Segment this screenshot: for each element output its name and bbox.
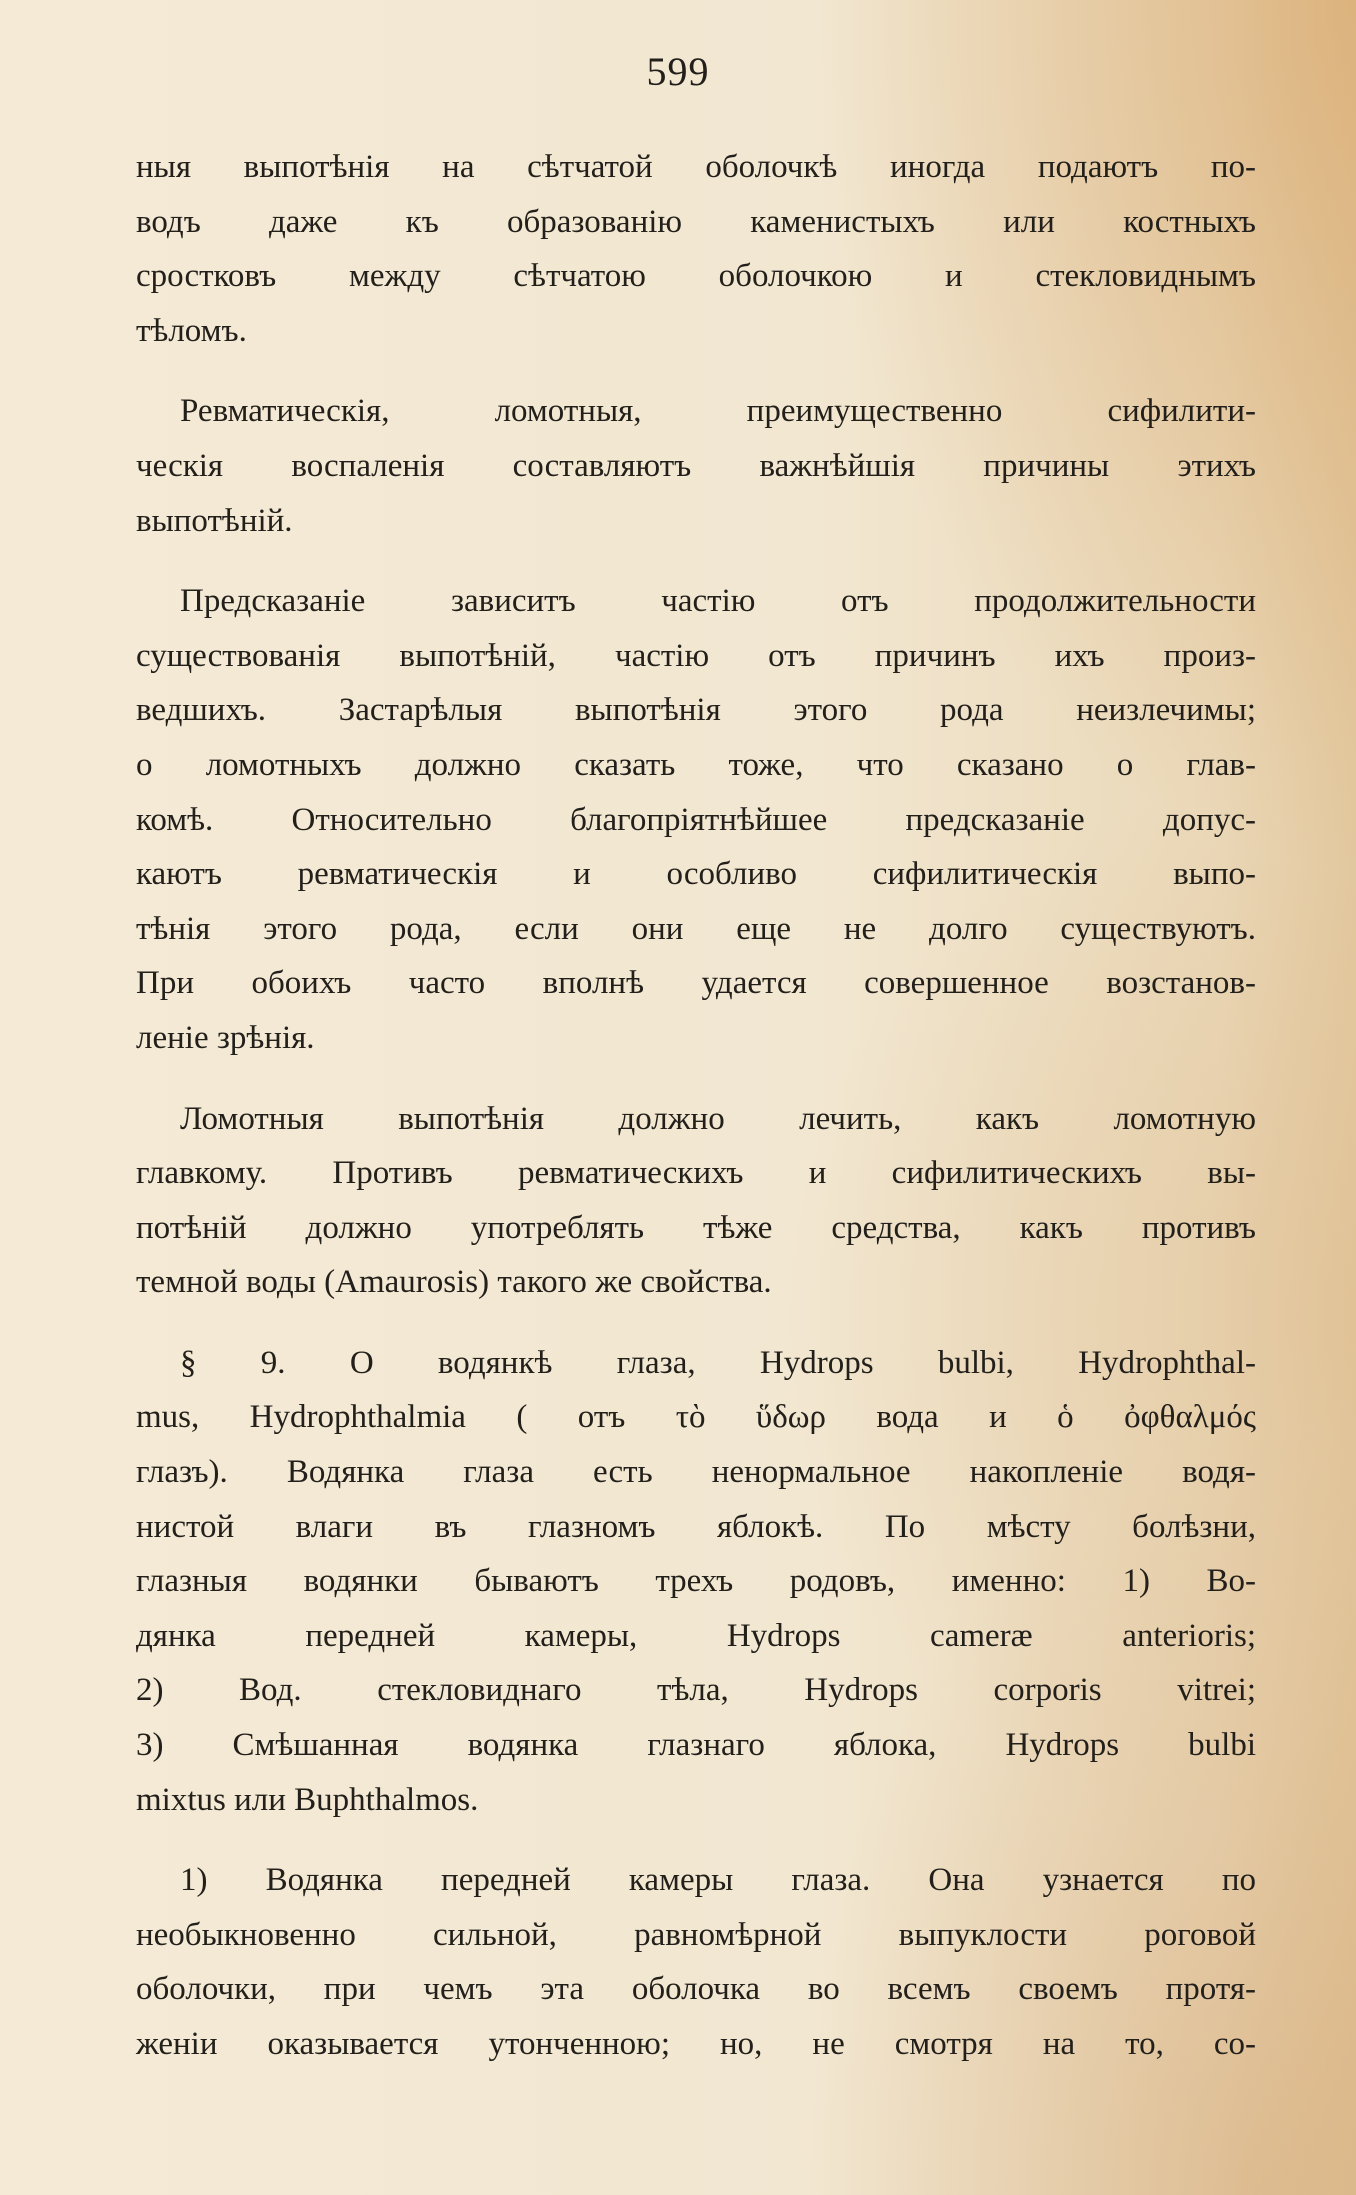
text-line: выпотѣній. xyxy=(136,502,293,539)
page-number: 599 xyxy=(646,49,710,94)
paragraph-1 xyxy=(136,140,1256,358)
text-line: нистой влаги въ глазномъ яблокѣ. По мѣсту болѣзни, xyxy=(136,1508,1256,1545)
text-line: Ревматическія, ломотныя, преимущественно сифилити- xyxy=(180,393,1256,430)
text-line: необыкновенно сильной, равномѣрной выпуклости роговой xyxy=(136,1916,1256,1953)
text-line: женіи оказывается утонченною; но, не смотря на то, со- xyxy=(136,2026,1256,2062)
text-line: Предсказаніе зависитъ частію отъ продолжительности xyxy=(180,583,1256,620)
text-line: леніе зрѣнія. xyxy=(136,1019,315,1056)
text-line: 3) Смѣшанная водянка глазнаго яблока, Hydrops bulbi xyxy=(136,1727,1256,1764)
text-line: существованія выпотѣній, частію отъ причинъ ихъ произ- xyxy=(136,637,1256,674)
text-line: тѣломъ. xyxy=(136,312,247,349)
text-line: 2) Вод. стекловиднаго тѣла, Hydrops corporis vitrei; xyxy=(136,1672,1256,1709)
text-line: каютъ ревматическія и особливо сифилитическія выпо- xyxy=(136,856,1256,893)
text-line: mixtus или Buphthalmos. xyxy=(136,1781,479,1818)
paragraph-3 xyxy=(136,574,1256,1065)
text-line: тѣнія этого рода, если они еще не долго существуютъ. xyxy=(136,910,1256,947)
text-line: дянка передней камеры, Hydrops cameræ anterioris; xyxy=(136,1617,1256,1654)
paragraph-5 xyxy=(136,1336,1256,1827)
text-line: § 9. О водянкѣ глаза, Hydrops bulbi, Hydrophthal- xyxy=(180,1344,1256,1381)
text-line: При обоихъ часто вполнѣ удается совершенное возстанов- xyxy=(136,965,1256,1002)
text-line: ведшихъ. Застарѣлыя выпотѣнія этого рода неизлечимы; xyxy=(136,692,1256,729)
body-text xyxy=(136,140,1256,2072)
text-line: глазныя водянки бываютъ трехъ родовъ, именно: 1) Во- xyxy=(136,1563,1256,1600)
text-line: о ломотныхъ должно сказать тоже, что сказано о глав- xyxy=(136,746,1256,783)
text-line: ческія воспаленія составляютъ важнѣйшія причины этихъ xyxy=(136,447,1256,484)
text-line: темной воды (Amaurosis) такого же свойства. xyxy=(136,1264,772,1301)
paragraph-2 xyxy=(136,384,1256,548)
text-line: потѣній должно употреблять тѣже средства, какъ противъ xyxy=(136,1209,1256,1246)
text-line: 1) Водянка передней камеры глаза. Она узнается по xyxy=(180,1862,1256,1899)
text-line: главкому. Противъ ревматическихъ и сифилитическихъ вы- xyxy=(136,1155,1256,1192)
text-line: водъ даже къ образованію каменистыхъ или костныхъ xyxy=(136,203,1256,240)
text-line: ныя выпотѣнія на сѣтчатой оболочкѣ иногда подаютъ по- xyxy=(136,149,1256,185)
text-line: Ломотныя выпотѣнія должно лечить, какъ ломотную xyxy=(180,1100,1256,1137)
paragraph-4 xyxy=(136,1092,1256,1310)
text-line: оболочки, при чемъ эта оболочка во всемъ своемъ протя- xyxy=(136,1971,1256,2008)
text-line: mus, Hydrophthalmia ( отъ τὸ ὕδωρ вода и ὁ ὀφθαλμός xyxy=(136,1399,1256,1436)
text-line: глазъ). Водянка глаза есть ненормальное накопленіе водя- xyxy=(136,1454,1256,1491)
text-line: комѣ. Относительно благопріятнѣйшее предсказаніе допус- xyxy=(136,801,1256,838)
text-line: сростковъ между сѣтчатою оболочкою и стекловиднымъ xyxy=(136,258,1256,295)
paragraph-6 xyxy=(136,1853,1256,2071)
